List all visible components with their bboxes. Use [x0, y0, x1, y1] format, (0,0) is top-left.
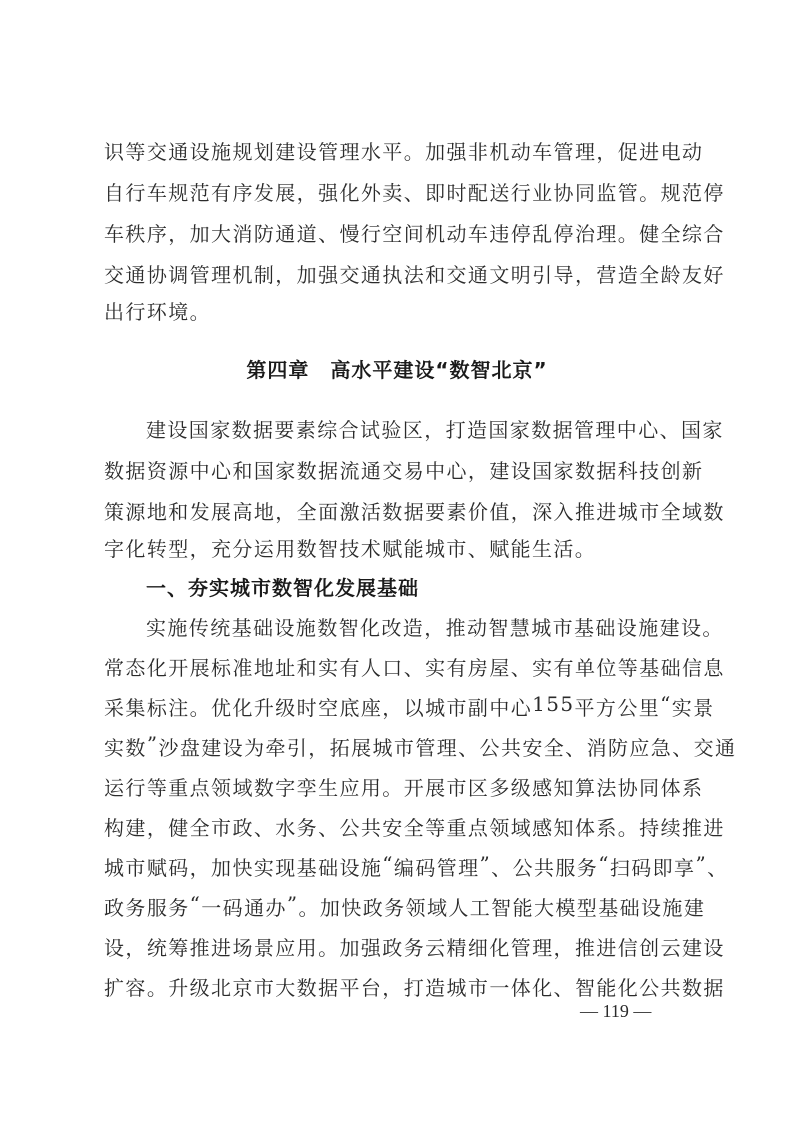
- chapter-heading: 第四章 高水平建设“数智北京”: [246, 358, 548, 382]
- paragraph-line: 设 ， 统 筹 推 进 场 景 应 用 。 加 强 政 务 云 精 细 化 管 理 ， 推 进 信 创 云 建 设: [104, 936, 725, 960]
- paragraph-line: 政 务 服 务 “ 一 码 通 办 ” 。 加 快 政 务 领 域 人 工 智 能 大 模 型 基 础 设 施 建: [104, 892, 706, 920]
- paragraph-line: 字化转型，充分运用数智技术赋能城市、赋能生活。: [104, 537, 597, 561]
- paragraph-line: 实 数 ” 沙 盘 建 设 为 牵 引 ， 拓 展 城 市 管 理 、 公 共 安 全 、 消 防 应 急 、 交 通: [104, 732, 737, 760]
- paragraph-line: 采 集 标 注 。 优 化 升 级 时 空 底 座 ， 以 城 市 副 中 心 1 5 5 平 方 公 里 “ 实 景: [104, 692, 715, 720]
- paragraph-line: 车 秩 序 ， 加 大 消 防 通 道 、 慢 行 空 间 机 动 车 违 停 乱 停 治 理 。 健 全 综 合: [104, 222, 725, 246]
- paragraph-line: 常 态 化 开 展 标 准 地 址 和 实 有 人 口 、 实 有 房 屋 、 实 有 单 位 等 基 础 信 息: [104, 656, 725, 680]
- paragraph-line: 构 建 ， 健 全 市 政 、 水 务 、 公 共 安 全 等 重 点 领 域 感 知 体 系 。 持 续 推 进: [104, 816, 725, 840]
- paragraph-line: 数 据 资 源 中 心 和 国 家 数 据 流 通 交 易 中 心 ， 建 设 国 家 数 据 科 技 创 新: [104, 459, 704, 483]
- paragraph-line: 识 等 交 通 设 施 规 划 建 设 管 理 水 平 。 加 强 非 机 动 车 管 理 ， 促 进 电 动: [104, 140, 704, 164]
- paragraph-line: 自 行 车 规 范 有 序 发 展 ， 强 化 外 卖 、 即 时 配 送 行 业 协 同 监 管 。 规 范 停: [104, 181, 725, 205]
- paragraph-line: 运 行 等 重 点 领 域 数 字 孪 生 应 用 。 开 展 市 区 多 级 感 知 算 法 协 同 体 系: [104, 776, 704, 800]
- paragraph-line: 交 通 协 调 管 理 机 制 ， 加 强 交 通 执 法 和 交 通 文 明 引 导 ， 营 造 全 龄 友 好: [104, 263, 725, 287]
- paragraph-line: 城 市 赋 码 ， 加 快 实 现 基 础 设 施 “ 编 码 管 理 ” 、 公 共 服 务 “ 扫 码 即 享 ” 、: [104, 852, 729, 880]
- paragraph-line: 策 源 地 和 发 展 高 地 ， 全 面 激 活 数 据 要 素 价 值 ， 深 入 推 进 城 市 全 域 数: [104, 500, 725, 524]
- paragraph-line: 出行环境。: [104, 300, 211, 324]
- section-heading: 一、夯实城市数智化发展基础: [146, 576, 419, 600]
- paragraph-line: 实施传统基础设施数智化改造，推动智慧城市基础设施建设。: [146, 616, 724, 640]
- paragraph-line: 建设国家数据要素综合试验区，打造国家数据管理中心、国家: [146, 418, 724, 442]
- page-number: — 119 —: [580, 1001, 652, 1021]
- paragraph-line: 扩 容 。 升 级 北 京 市 大 数 据 平 台 ， 打 造 城 市 一 体 化 、 智 能 化 公 共 数 据: [104, 976, 725, 1000]
